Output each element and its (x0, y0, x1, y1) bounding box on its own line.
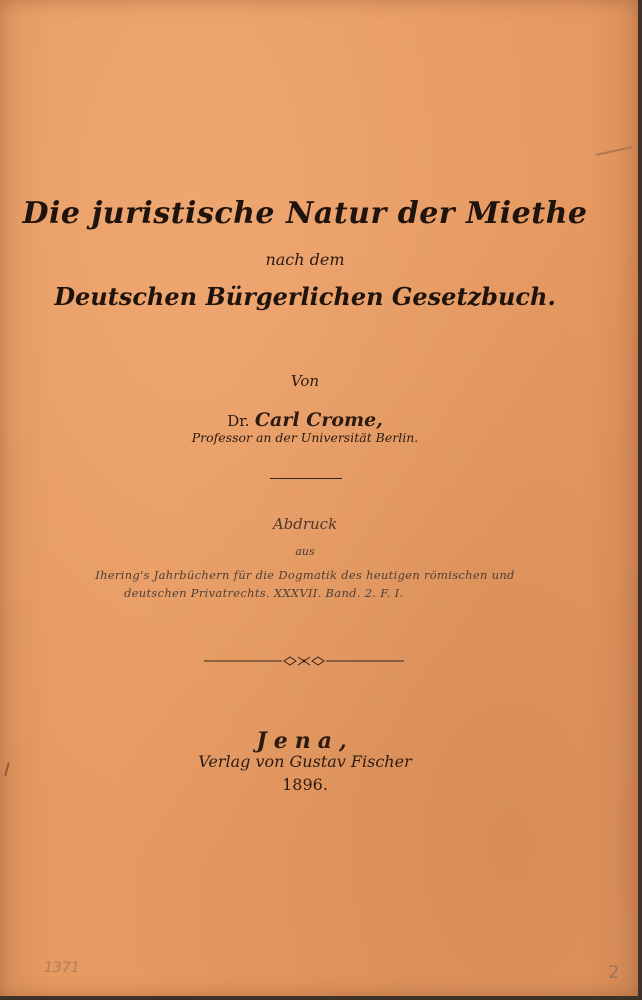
author (0, 409, 610, 431)
pencil-note-left: 1371 (44, 960, 80, 976)
cover-subtitle: Deutschen Bürgerlichen Gesetzbuch. (54, 282, 556, 311)
reprint-label: Abdruck (272, 515, 338, 533)
author-prefix: Dr. (227, 412, 250, 430)
from-label: aus (295, 545, 315, 558)
cover-title: Die juristische Natur der Miethe (22, 196, 588, 231)
pencil-note-right: 2 (608, 962, 620, 983)
publication-place: Jena, (256, 728, 354, 754)
page-edge-bottom (0, 996, 642, 1000)
paper-mark (596, 146, 632, 155)
publication-year: 1896. (282, 775, 328, 794)
divider-rule (270, 478, 342, 479)
source-line-1: Ihering's Jahrbüchern für die Dogmatik des heutigen römischen und (95, 568, 515, 582)
by-label: Von (290, 372, 320, 390)
subtitle-connector: nach dem (265, 250, 345, 269)
ornament-divider (204, 654, 404, 668)
page-edge-right (638, 0, 642, 1000)
author-name: Carl Crome, (254, 409, 383, 431)
author-affiliation: Professor an der Universität Berlin. (191, 430, 419, 445)
publisher: Verlag von Gustav Fischer (198, 752, 412, 771)
source-line-2: deutschen Privatrechts. XXXVII. Band. 2. F. I. (124, 586, 404, 600)
